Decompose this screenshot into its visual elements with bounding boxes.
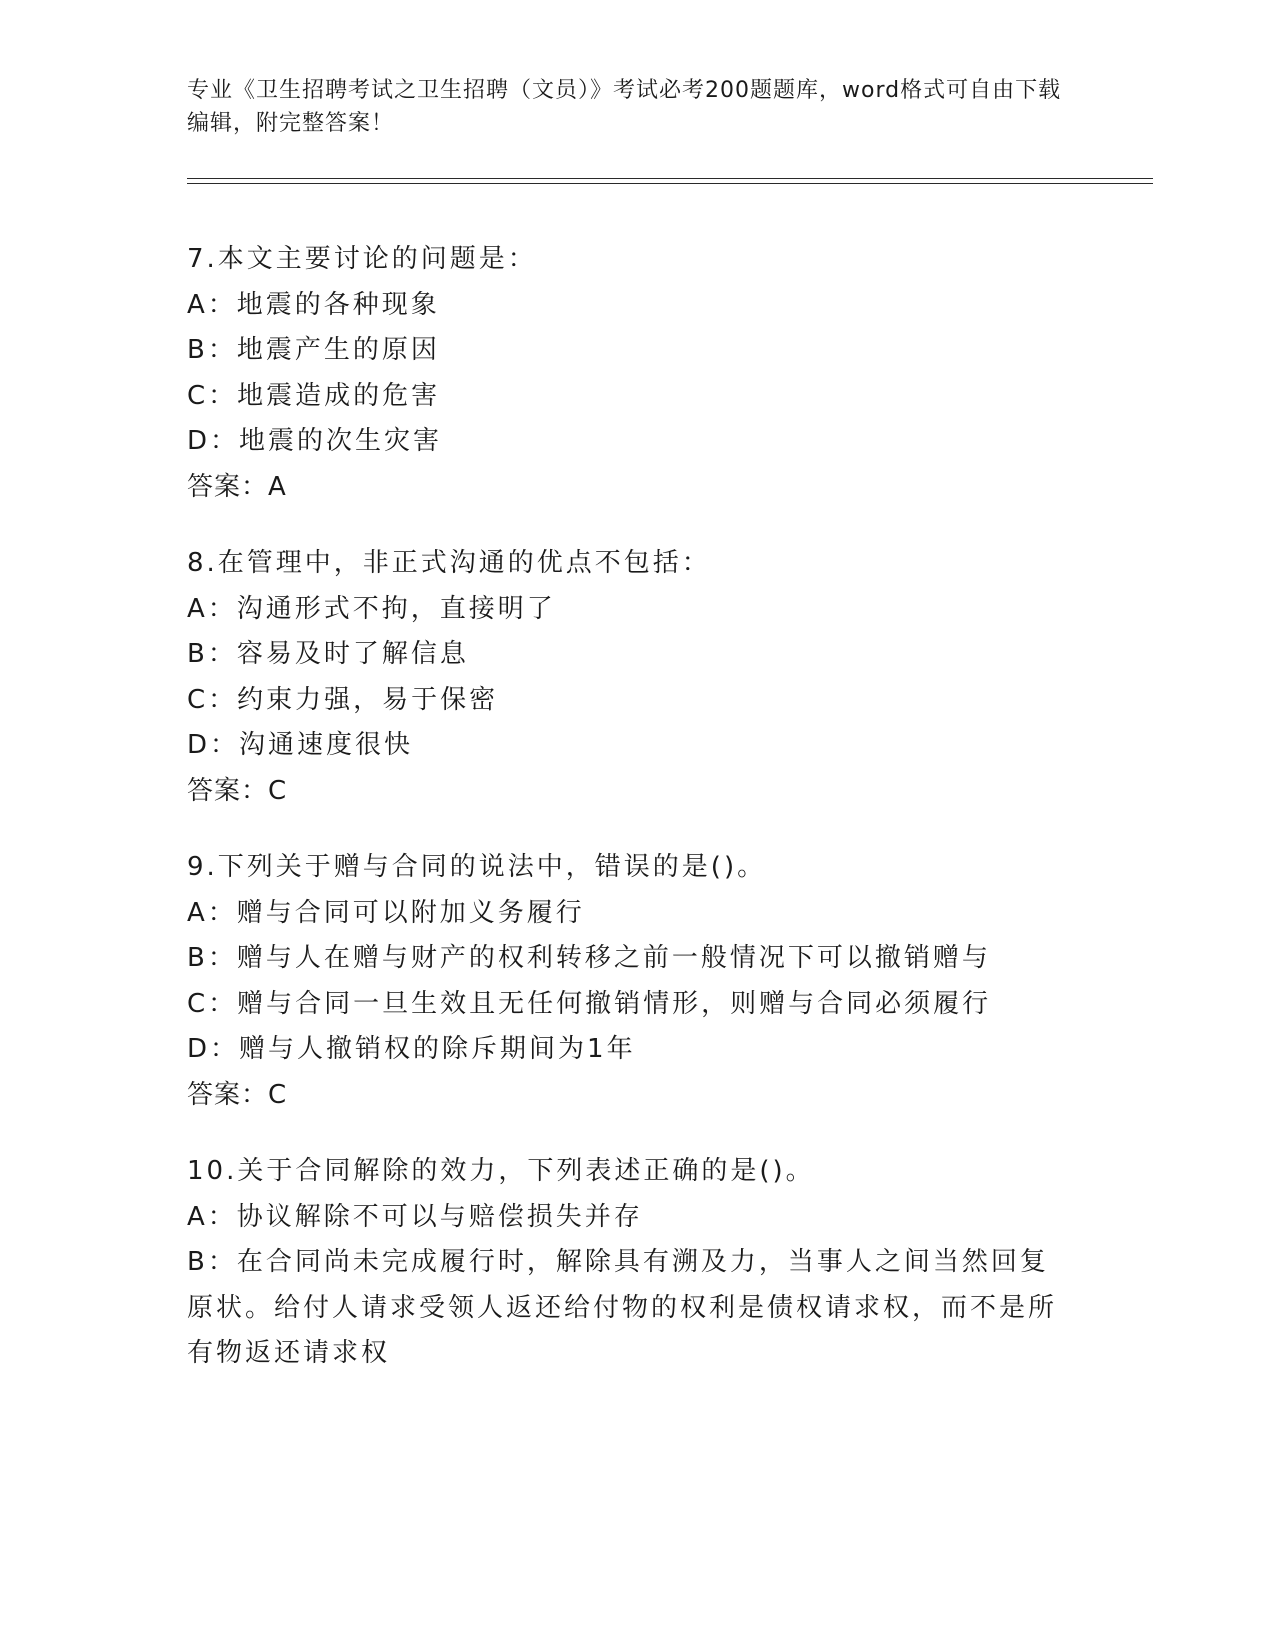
question-9 [187,845,1087,1118]
question-8 [187,541,1087,814]
option-a: A：沟通形式不拘，直接明了 [187,593,556,624]
question-stem: 7.本文主要讨论的问题是： [187,244,537,274]
option-d: D：地震的次生灾害 [187,426,443,456]
answer-line: 答案：C [187,775,288,806]
question-stem: 8.在管理中，非正式沟通的优点不包括： [187,548,711,578]
option-b: B：在合同尚未完成履行时，解除具有溯及力，当事人之间当然回复原状。给付人请求受领人返还给付物的权利是债权请求权，而不是所有物返还请求权 [187,1247,1058,1368]
option-d: D：赠与人撤销权的除斥期间为1年 [187,1034,636,1064]
option-d: D：沟通速度很快 [187,730,414,760]
option-b: B：赠与人在赠与财产的权利转移之前一般情况下可以撤销赠与 [187,943,991,973]
question-stem: 10.关于合同解除的效力，下列表述正确的是()。 [187,1156,815,1186]
option-c: C：地震造成的危害 [187,380,441,411]
question-7 [187,237,1087,510]
option-b: B：地震产生的原因 [187,335,440,365]
document-header: 专业《卫生招聘考试之卫生招聘（文员）》考试必考200题题库，word格式可自由下载编辑，附完整答案！ [187,78,1062,136]
option-b: B：容易及时了解信息 [187,639,469,669]
answer-line: 答案：C [187,1079,288,1110]
option-a: A：地震的各种现象 [187,289,440,320]
question-10 [187,1149,1087,1377]
answer-line: 答案：A [187,471,287,502]
header-divider [187,178,1153,184]
option-c: C：赠与合同一旦生效且无任何撤销情形，则赠与合同必须履行 [187,988,992,1019]
option-c: C：约束力强，易于保密 [187,684,499,715]
option-a: A：赠与合同可以附加义务履行 [187,897,585,928]
option-a: A：协议解除不可以与赔偿损失并存 [187,1201,643,1232]
question-stem: 9.下列关于赠与合同的说法中，错误的是()。 [187,852,767,882]
question-list [187,237,1087,1408]
